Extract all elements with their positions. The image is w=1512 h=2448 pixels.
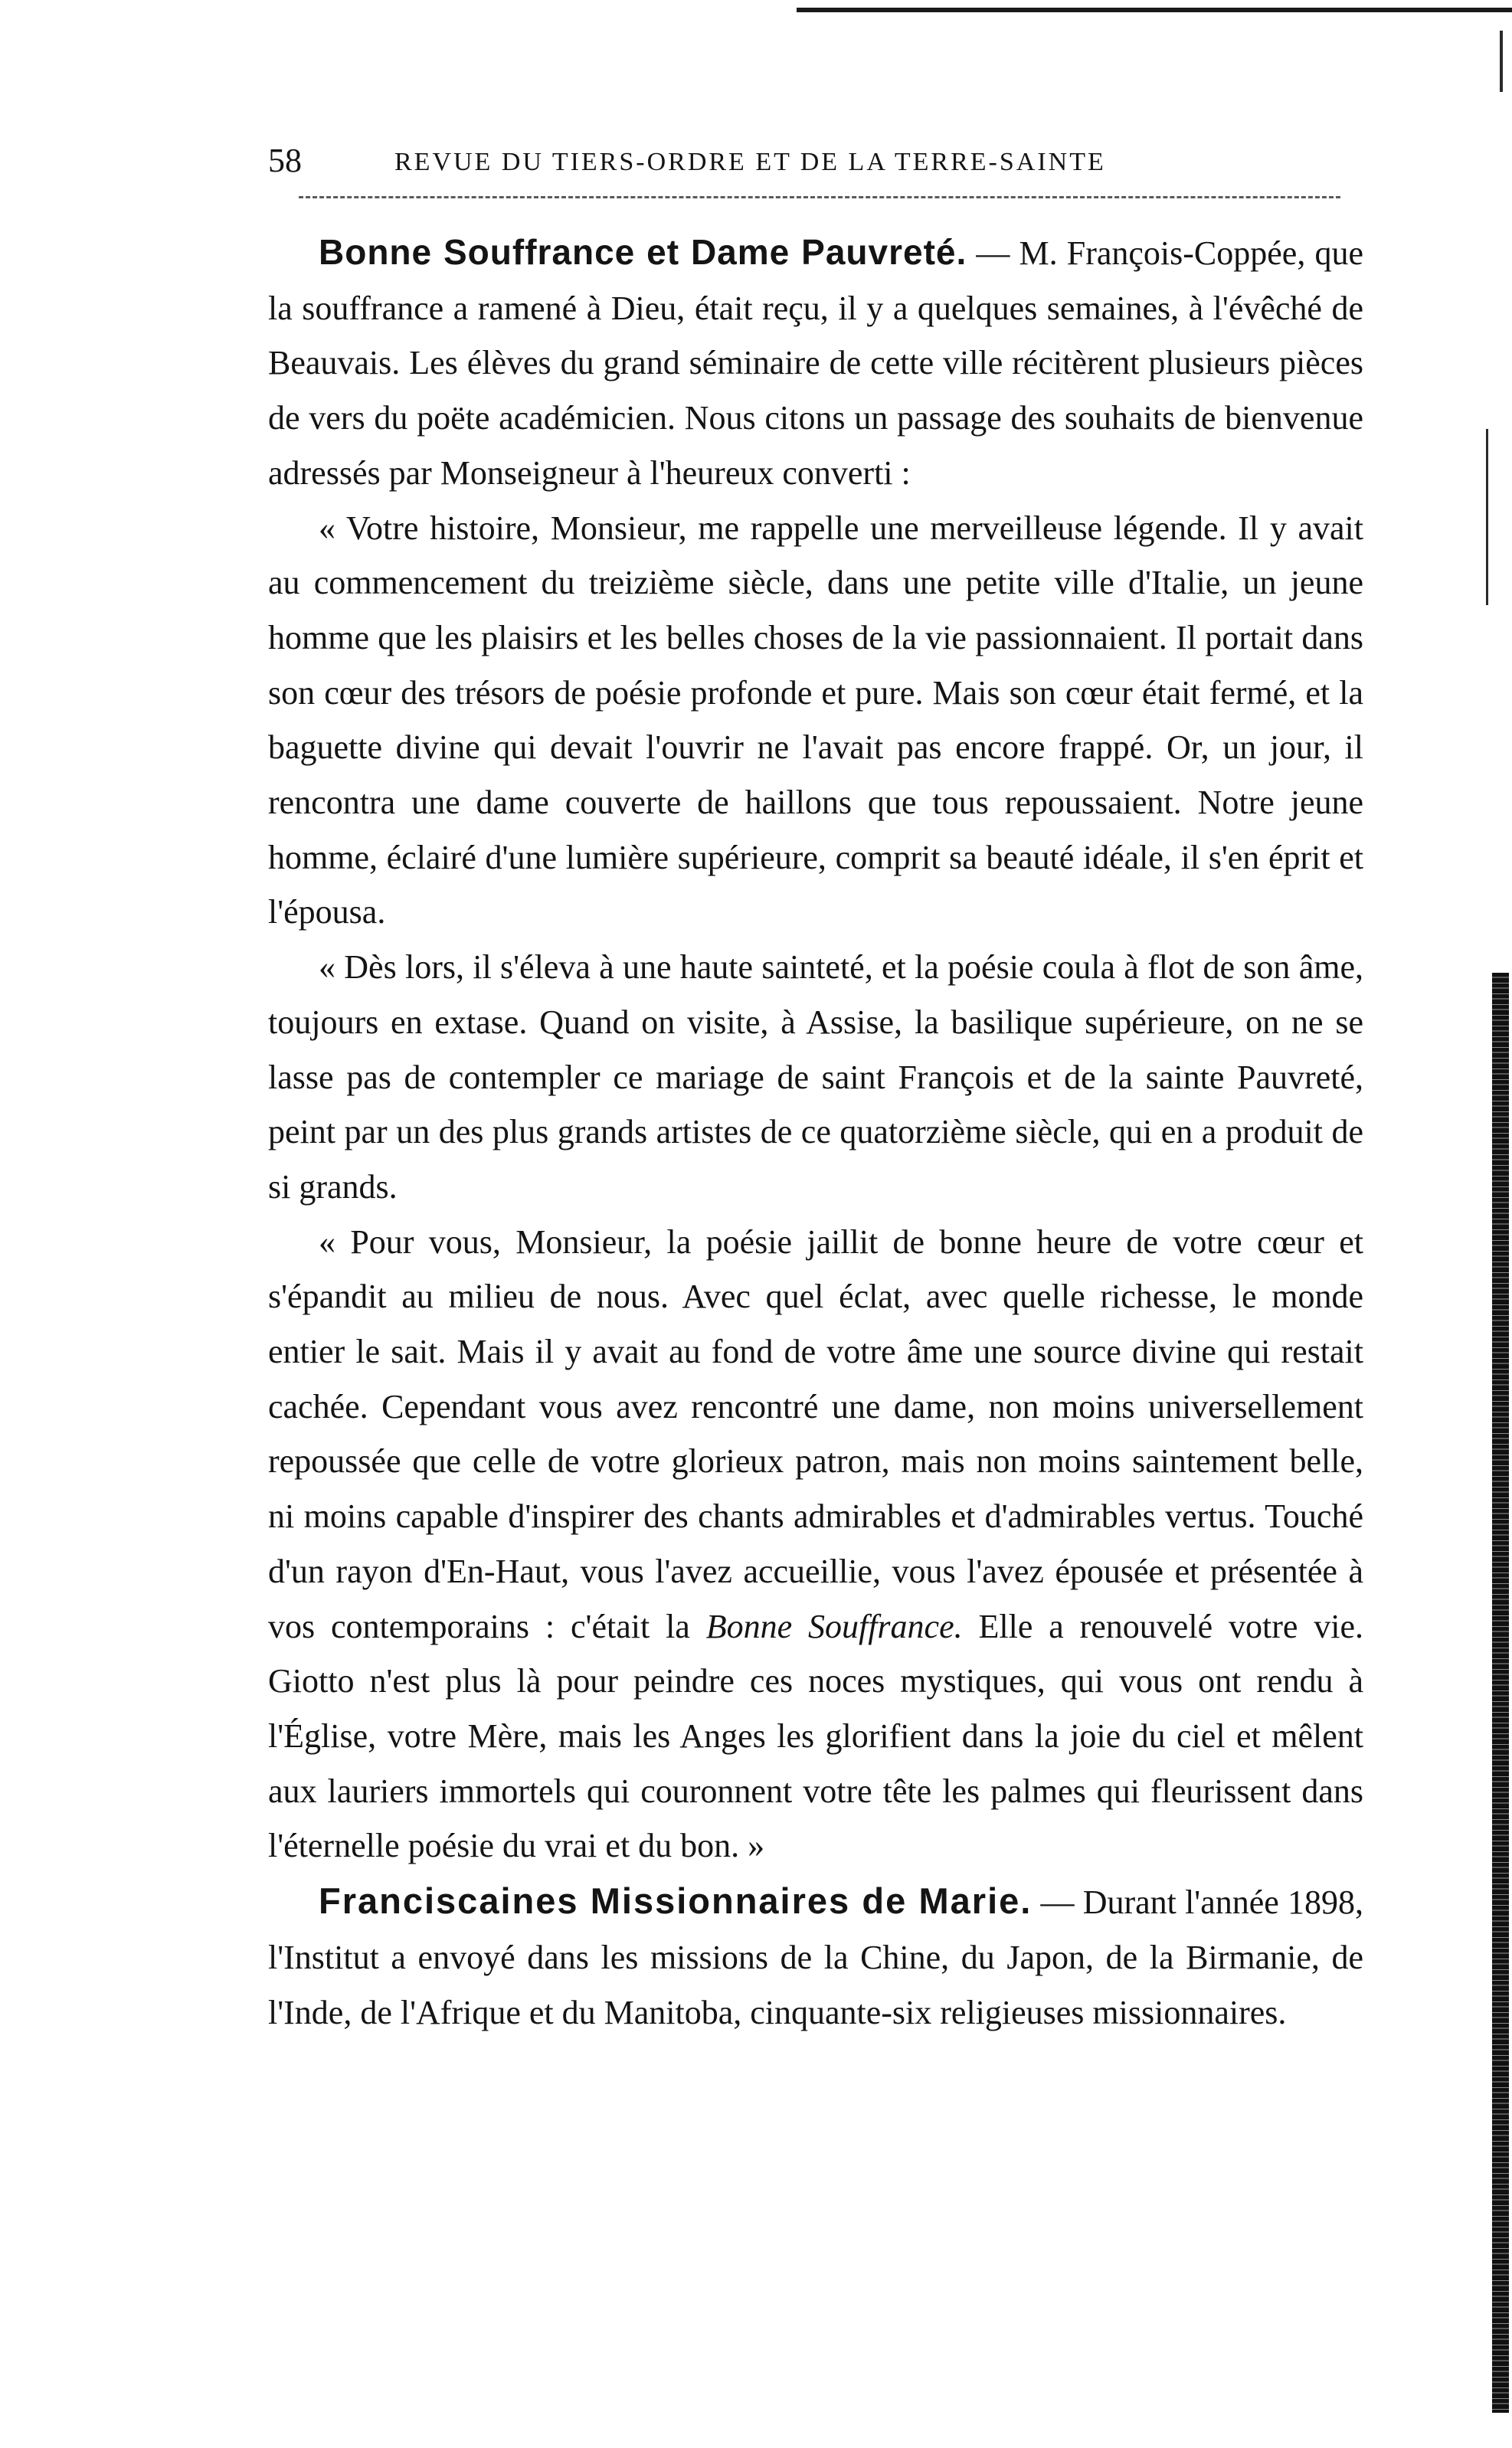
article-heading-2: Franciscaines Missionnaires de Marie. — [319, 1880, 1033, 1922]
article-intro-text: — M. François-Coppée, que la souffrance a ramené à Dieu, était reçu, il y a quelques semaines, à l'évêché de Beauvais. Les élèves du grand séminaire de cette ville récitèrent plusieurs pièces de vers du poëte académicien. Nous citons un passage des souhaits de bienvenue adressés par Monseigneur à l'heureux converti : — [268, 234, 1363, 492]
page-header — [268, 138, 1363, 193]
scan-edge-mark — [1486, 429, 1488, 605]
page-number: 58 — [268, 142, 302, 179]
header-rule — [299, 196, 1340, 198]
quote-paragraph-1: « Votre histoire, Monsieur, me rappelle une merveilleuse légende. Il y avait au commencement du treizième siècle, dans une petite ville d'Italie, un jeune homme que les plaisirs et les belles choses de la vie passionnaient. Il portait dans son cœur des trésors de poésie profonde et pure. Mais son cœur était fermé, et la baguette divine qui devait l'ouvrir ne l'avait pas encore frappé. Or, un jour, il rencontra une dame couverte de haillons que tous repoussaient. Notre jeune homme, éclairé d'une lumière supérieure, comprit sa beauté idéale, il s'en éprit et l'épousa. — [268, 509, 1363, 931]
scan-edge-mark — [1500, 31, 1503, 92]
scan-edge-rule — [797, 8, 1512, 12]
scan-edge-strip — [1492, 973, 1509, 2413]
page — [268, 138, 1364, 2031]
article-heading: Bonne Souffrance et Dame Pauvreté. — [319, 232, 967, 272]
quote-3-text-after: Elle a renouvelé votre vie. Giotto n'est plus là pour peindre ces noces mystiques, qui vous ont rendu à l'Église, votre Mère, mais les Anges les glorifient dans la joie du ciel et mêlent aux lauriers immortels qui couronnent votre tête les palmes qui fleurissent dans l'éternelle poésie du vrai et du bon. » — [268, 1607, 1364, 1865]
article-2-body: — Durant l'année 1898, l'Institut a envoyé dans les missions de la Chine, du Japon, de la Birmanie, de l'Inde, de l'Afrique et du Manitoba, cinquante-six religieuses missionnaires. — [268, 1883, 1364, 2031]
article-franciscaines — [268, 1874, 1363, 2040]
quote-3-text-before: « Pour vous, Monsieur, la poésie jaillit de bonne heure de votre cœur et s'épandit au milieu de nous. Avec quel éclat, avec quelle richesse, le monde entier le sait. Mais il y avait au fond de votre âme une source divine qui restait cachée. Cependant vous avez rencontré une dame, non moins universellement repoussée que celle de votre glorieux patron, mais non moins saintement belle, ni moins capable d'inspirer des chants admirables et d'admirables vertus. Touché d'un rayon d'En-Haut, vous l'avez accueillie, vous l'avez épousée et présentée à vos contemporains : c'était la — [268, 1222, 1363, 1645]
quote-paragraph-2: « Dès lors, il s'éleva à une haute sainteté, et la poésie coula à flot de son âme, toujours en extase. Quand on visite, à Assise, la basilique supérieure, on ne se lasse pas de contempler ce mariage de saint François et de la sainte Pauvreté, peint par un des plus grands artistes de ce quatorzième siècle, qui en a produit de si grands. — [268, 948, 1363, 1206]
article-bonne-souffrance-intro — [268, 225, 1363, 501]
running-title: REVUE DU TIERS-ORDRE ET DE LA TERRE-SAINTE — [394, 148, 1106, 176]
quote-paragraph-3 — [268, 1215, 1363, 1874]
page-body — [268, 225, 1363, 2040]
quote-3-italic-title: Bonne Souffrance. — [705, 1607, 963, 1645]
